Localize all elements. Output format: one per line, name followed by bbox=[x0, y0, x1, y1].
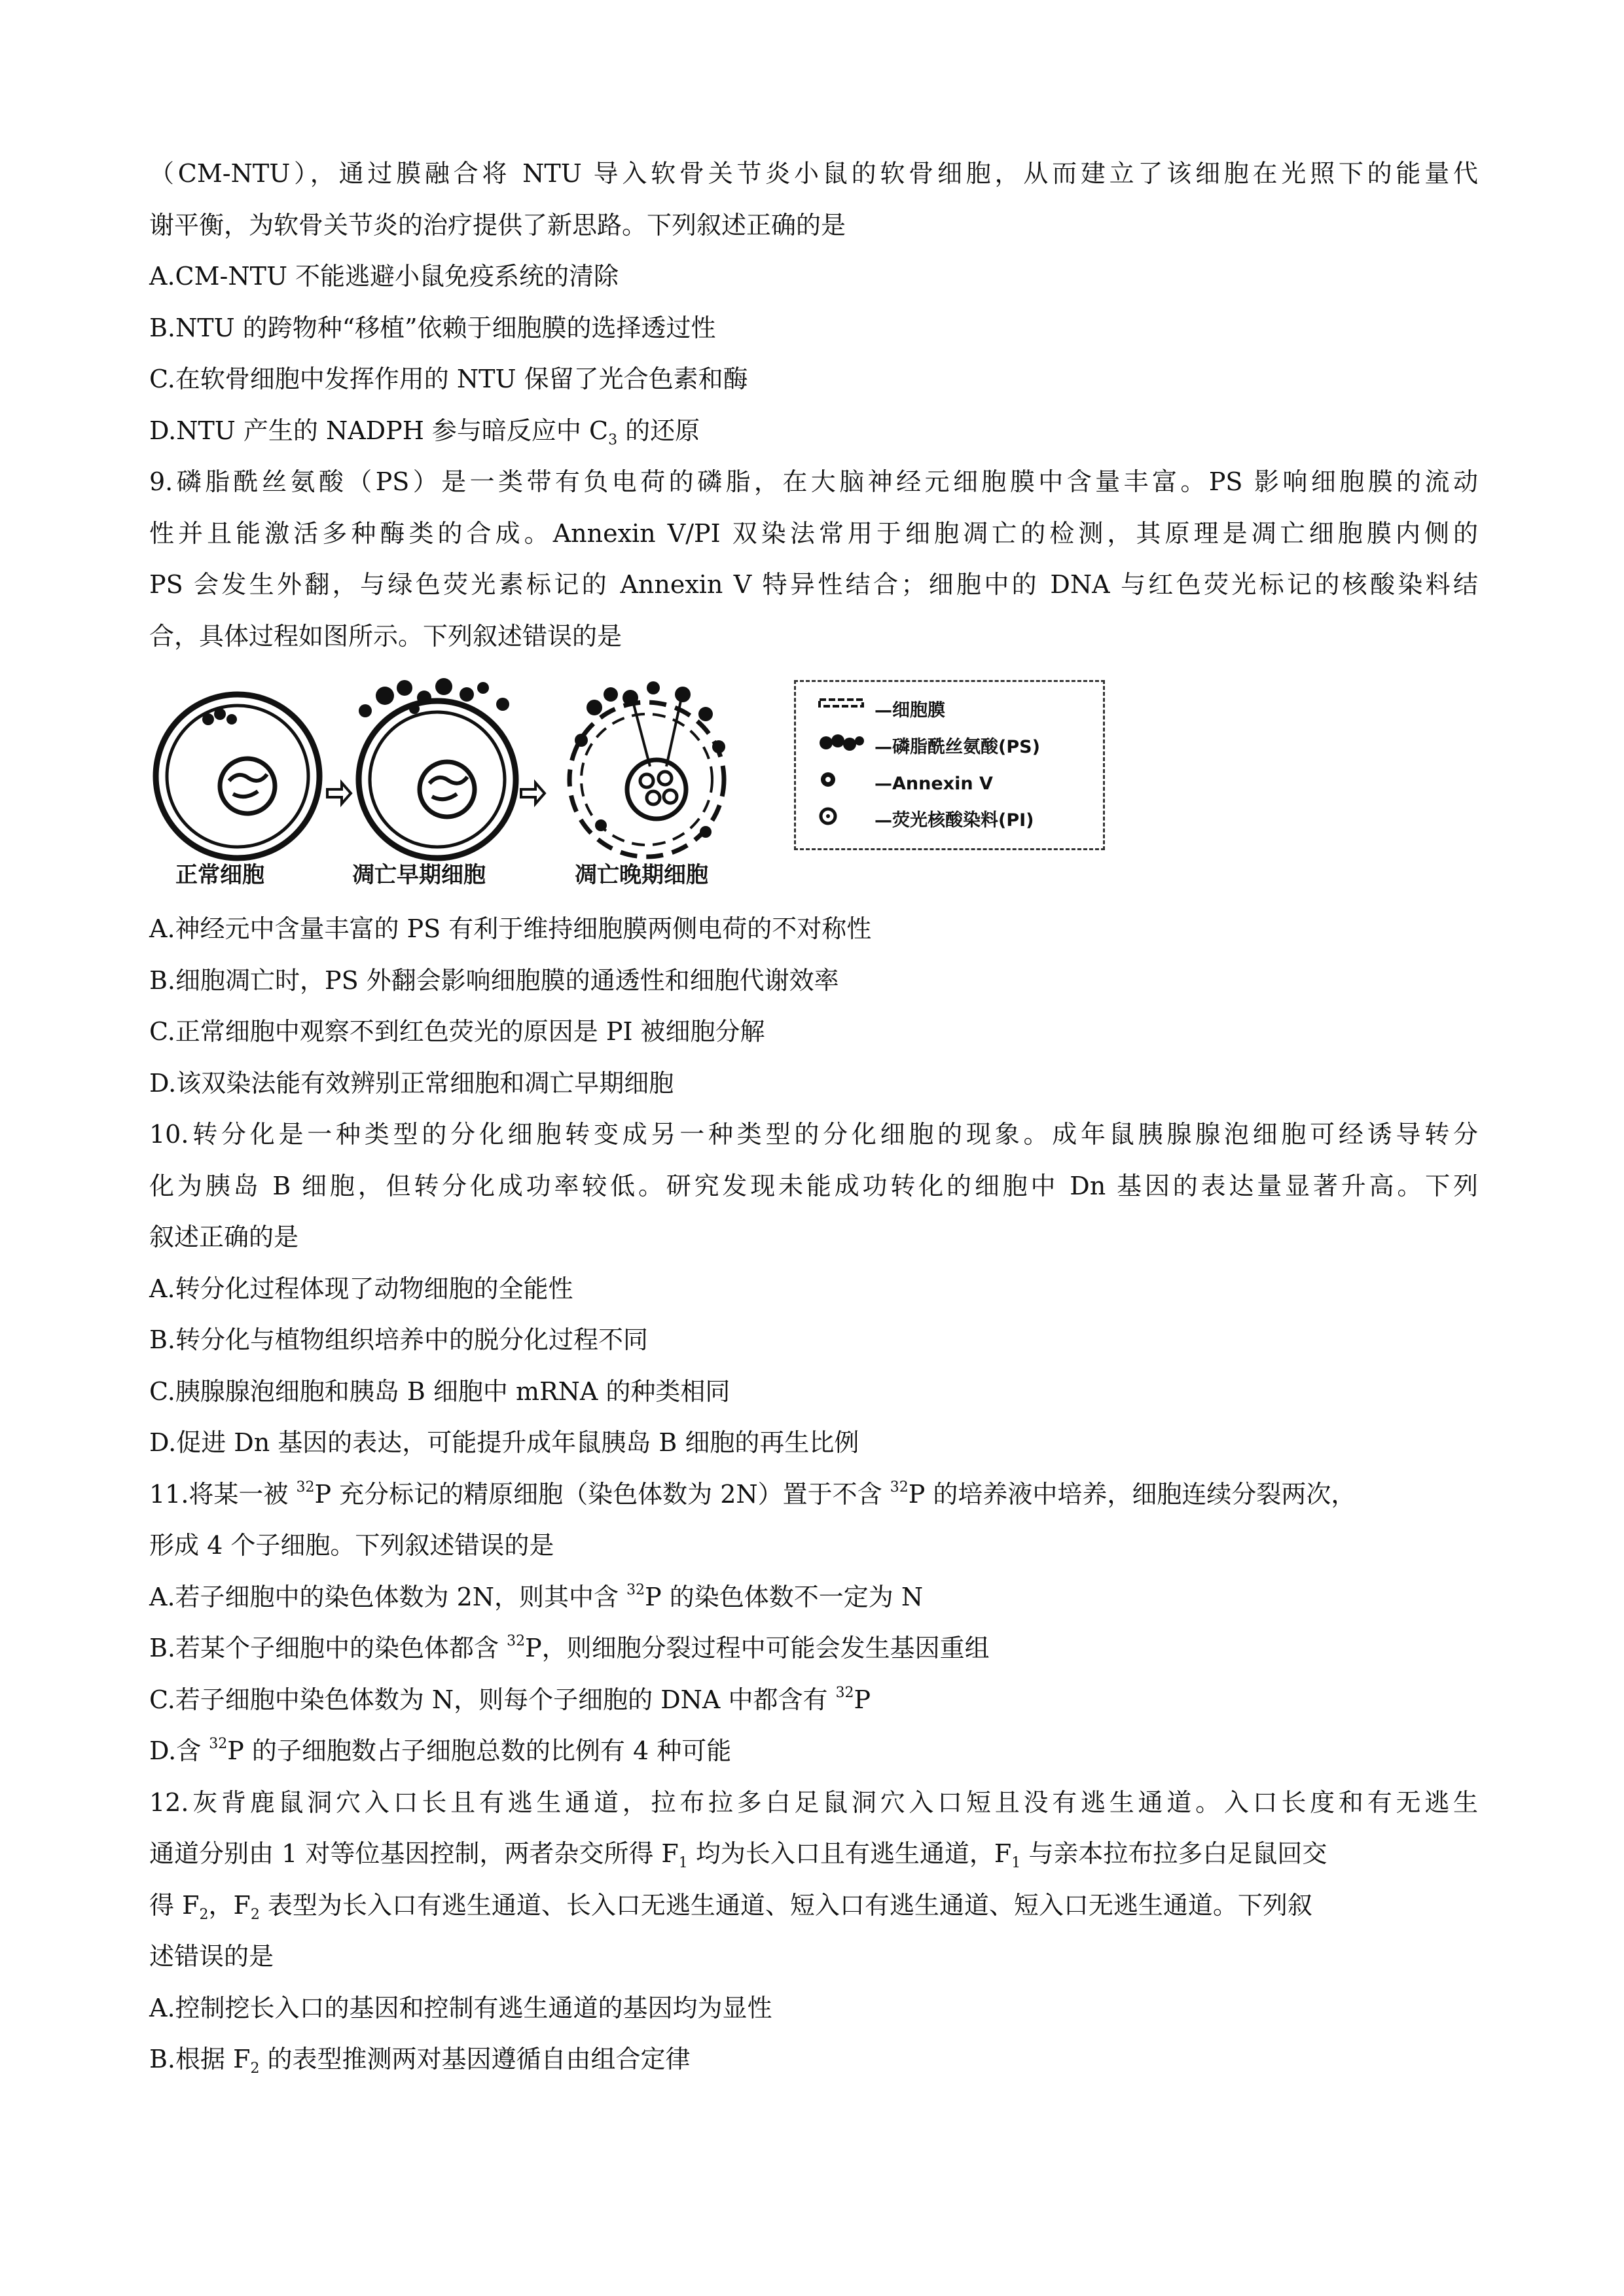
q12-option-b-text-end: 的表型推测两对基因遵循自由组合定律 bbox=[259, 2045, 691, 2073]
q8-option-a: A.CM-NTU 不能逃避小鼠免疫系统的清除 bbox=[149, 262, 619, 291]
q10-option-c: C.胰腺腺泡细胞和胰岛 B 细胞中 mRNA 的种类相同 bbox=[149, 1376, 731, 1406]
q11-option-b-text: B.若某个子细胞中的染色体都含 bbox=[149, 1634, 507, 1662]
legend-annexin-label: —Annexin V bbox=[875, 774, 993, 794]
caption-normal-cell: 正常细胞 bbox=[175, 862, 264, 888]
q8-stem-line-2: 谢平衡，为软骨关节炎的治疗提供了新思路。下列叙述正确的是 bbox=[149, 210, 846, 240]
legend-membrane bbox=[818, 696, 945, 725]
q9-option-b: B.细胞凋亡时，PS 外翻会影响细胞膜的通透性和细胞代谢效率 bbox=[149, 965, 839, 995]
q10-stem-line-2: 化为胰岛 B 细胞，但转分化成功率较低。研究发现未能成功转化的细胞中 Dn 基因的表达量显著升高。下列 bbox=[149, 1171, 1478, 1200]
q12-text: 表型为长入口有逃生通道、长入口无逃生通道、短入口有逃生通道、短入口无逃生通道。下列叙 bbox=[259, 1890, 1312, 1920]
membrane-symbol-icon bbox=[818, 698, 875, 724]
q12-stem-line-4: 述错误的是 bbox=[149, 1942, 274, 1971]
q10-stem-line-3: 叙述正确的是 bbox=[149, 1223, 299, 1251]
q11-text: 11.将某一被 bbox=[149, 1479, 297, 1509]
q9-stem-line-1: 9.磷脂酰丝氨酸（PS）是一类带有负电荷的磷脂，在大脑神经元细胞膜中含量丰富。PS 影响细胞膜的流动 bbox=[149, 467, 1478, 496]
arrow-icon bbox=[521, 783, 545, 804]
q11-text: P 充分标记的精原细胞（染色体数为 2N）置于不含 bbox=[314, 1479, 890, 1509]
subscript: 2 bbox=[199, 1906, 209, 1923]
q11-option-a-text: A.若子细胞中的染色体数为 2N，则其中含 bbox=[149, 1582, 627, 1611]
q11-option-a bbox=[149, 1571, 1478, 1623]
q9-stem-line-4: 合，具体过程如图所示。下列叙述错误的是 bbox=[149, 621, 623, 651]
superscript: 32 bbox=[507, 1633, 526, 1649]
q8-option-d-text: D.NTU 产生的 NADPH 参与暗反应中 C bbox=[149, 416, 609, 445]
subscript: 2 bbox=[250, 2060, 260, 2077]
legend-annexin bbox=[818, 770, 993, 798]
legend-ps-label: —磷脂酰丝氨酸(PS) bbox=[875, 737, 1040, 757]
q12-text: 与亲本拉布拉多白足鼠回交 bbox=[1020, 1839, 1327, 1868]
subscript: 3 bbox=[608, 431, 618, 448]
q8-stem-line-1: （CM-NTU），通过膜融合将 NTU 导入软骨关节炎小鼠的软骨细胞，从而建立了该细胞在光照下的能量代 bbox=[149, 159, 1478, 188]
subscript: 1 bbox=[1011, 1855, 1021, 1871]
ps-symbol-icon bbox=[818, 734, 875, 761]
q12-text: 均为长入口且有逃生通道，F bbox=[687, 1839, 1012, 1868]
normal-cell bbox=[156, 694, 319, 858]
q8-option-d bbox=[149, 405, 1478, 457]
arrow-icon bbox=[327, 783, 351, 804]
q11-option-b-text-end: P，则细胞分裂过程中可能会发生基因重组 bbox=[525, 1634, 990, 1662]
q11-stem-line-2: 形成 4 个子细胞。下列叙述错误的是 bbox=[149, 1531, 554, 1560]
apoptosis-figure bbox=[149, 668, 1478, 894]
superscript: 32 bbox=[890, 1479, 909, 1496]
q11-option-c-text-end: P bbox=[854, 1685, 871, 1714]
q11-option-d-text-end: P 的子细胞数占子细胞总数的比例有 4 种可能 bbox=[227, 1736, 732, 1765]
subscript: 1 bbox=[678, 1855, 688, 1871]
q11-option-b bbox=[149, 1623, 1478, 1674]
caption-late-apoptotic-cell: 凋亡晚期细胞 bbox=[575, 862, 708, 888]
q9-stem-line-2: 性并且能激活多种酶类的合成。Annexin V/PI 双染法常用于细胞凋亡的检测，其原理是凋亡细胞膜内侧的 bbox=[149, 518, 1478, 548]
exam-page bbox=[149, 148, 1478, 2085]
superscript: 32 bbox=[626, 1581, 645, 1598]
subscript: 2 bbox=[250, 1906, 260, 1923]
q8-option-b: B.NTU 的跨物种“移植”依赖于细胞膜的选择透过性 bbox=[149, 313, 716, 342]
q10-option-a: A.转分化过程体现了动物细胞的全能性 bbox=[149, 1274, 573, 1303]
superscript: 32 bbox=[209, 1736, 228, 1752]
q11-stem-line-1 bbox=[149, 1469, 1478, 1520]
q11-option-d-text: D.含 bbox=[149, 1736, 209, 1765]
q9-stem-line-3: PS 会发生外翻，与绿色荧光素标记的 Annexin V 特异性结合；细胞中的 DNA 与红色荧光标记的核酸染料结 bbox=[149, 570, 1478, 599]
legend-membrane-label: —细胞膜 bbox=[875, 700, 945, 721]
superscript: 32 bbox=[296, 1479, 315, 1496]
legend-pi-label: —荧光核酸染料(PI) bbox=[875, 810, 1034, 831]
q9-option-a: A.神经元中含量丰富的 PS 有利于维持细胞膜两侧电荷的不对称性 bbox=[149, 914, 872, 943]
q8-option-d-text-end: 的还原 bbox=[617, 416, 700, 445]
q12-stem-line-1: 12.灰背鹿鼠洞穴入口长且有逃生通道，拉布拉多白足鼠洞穴入口短且没有逃生通道。入口长度和有无逃生 bbox=[149, 1787, 1478, 1817]
q10-option-d: D.促进 Dn 基因的表达，可能提升成年鼠胰岛 B 细胞的再生比例 bbox=[149, 1428, 859, 1457]
q10-option-b: B.转分化与植物组织培养中的脱分化过程不同 bbox=[149, 1325, 649, 1354]
q11-option-c-text: C.若子细胞中染色体数为 N，则每个子细胞的 DNA 中都含有 bbox=[149, 1685, 836, 1714]
q12-option-a: A.控制挖长入口的基因和控制有逃生通道的基因均为显性 bbox=[149, 1993, 772, 2022]
q12-text: ，F bbox=[208, 1890, 251, 1920]
q9-option-d: D.该双染法能有效辨别正常细胞和凋亡早期细胞 bbox=[149, 1068, 674, 1098]
q10-stem-line-1: 10.转分化是一种类型的分化细胞转变成另一种类型的分化细胞的现象。成年鼠胰腺腺泡细胞可经诱导转分 bbox=[149, 1120, 1478, 1149]
legend-ps bbox=[818, 733, 1040, 762]
legend-pi bbox=[818, 806, 1034, 835]
annexin-symbol-icon bbox=[818, 771, 875, 797]
caption-early-apoptotic-cell: 凋亡早期细胞 bbox=[352, 862, 486, 888]
q11-option-c bbox=[149, 1674, 1478, 1726]
q9-option-c: C.正常细胞中观察不到红色荧光的原因是 PI 被细胞分解 bbox=[149, 1017, 765, 1046]
q12-text: 通道分别由 1 对等位基因控制，两者杂交所得 F bbox=[149, 1839, 679, 1868]
pi-symbol-icon bbox=[818, 808, 875, 834]
q12-option-b-text: B.根据 F bbox=[149, 2045, 251, 2073]
q12-text: 得 F bbox=[149, 1890, 200, 1920]
superscript: 32 bbox=[835, 1684, 854, 1701]
q12-option-b bbox=[149, 2034, 1478, 2085]
q11-option-d bbox=[149, 1725, 1478, 1777]
figure-legend bbox=[794, 680, 1105, 850]
early-apoptotic-cell bbox=[359, 678, 516, 858]
q8-option-c: C.在软骨细胞中发挥作用的 NTU 保留了光合色素和酶 bbox=[149, 365, 748, 393]
q11-option-a-text-end: P 的染色体数不一定为 N bbox=[645, 1582, 924, 1611]
q12-stem-line-2 bbox=[149, 1828, 1478, 1880]
q12-stem-line-3 bbox=[149, 1880, 1478, 1931]
q11-text: P 的培养液中培养，细胞连续分裂两次， bbox=[908, 1479, 1356, 1509]
late-apoptotic-cell bbox=[569, 681, 725, 857]
